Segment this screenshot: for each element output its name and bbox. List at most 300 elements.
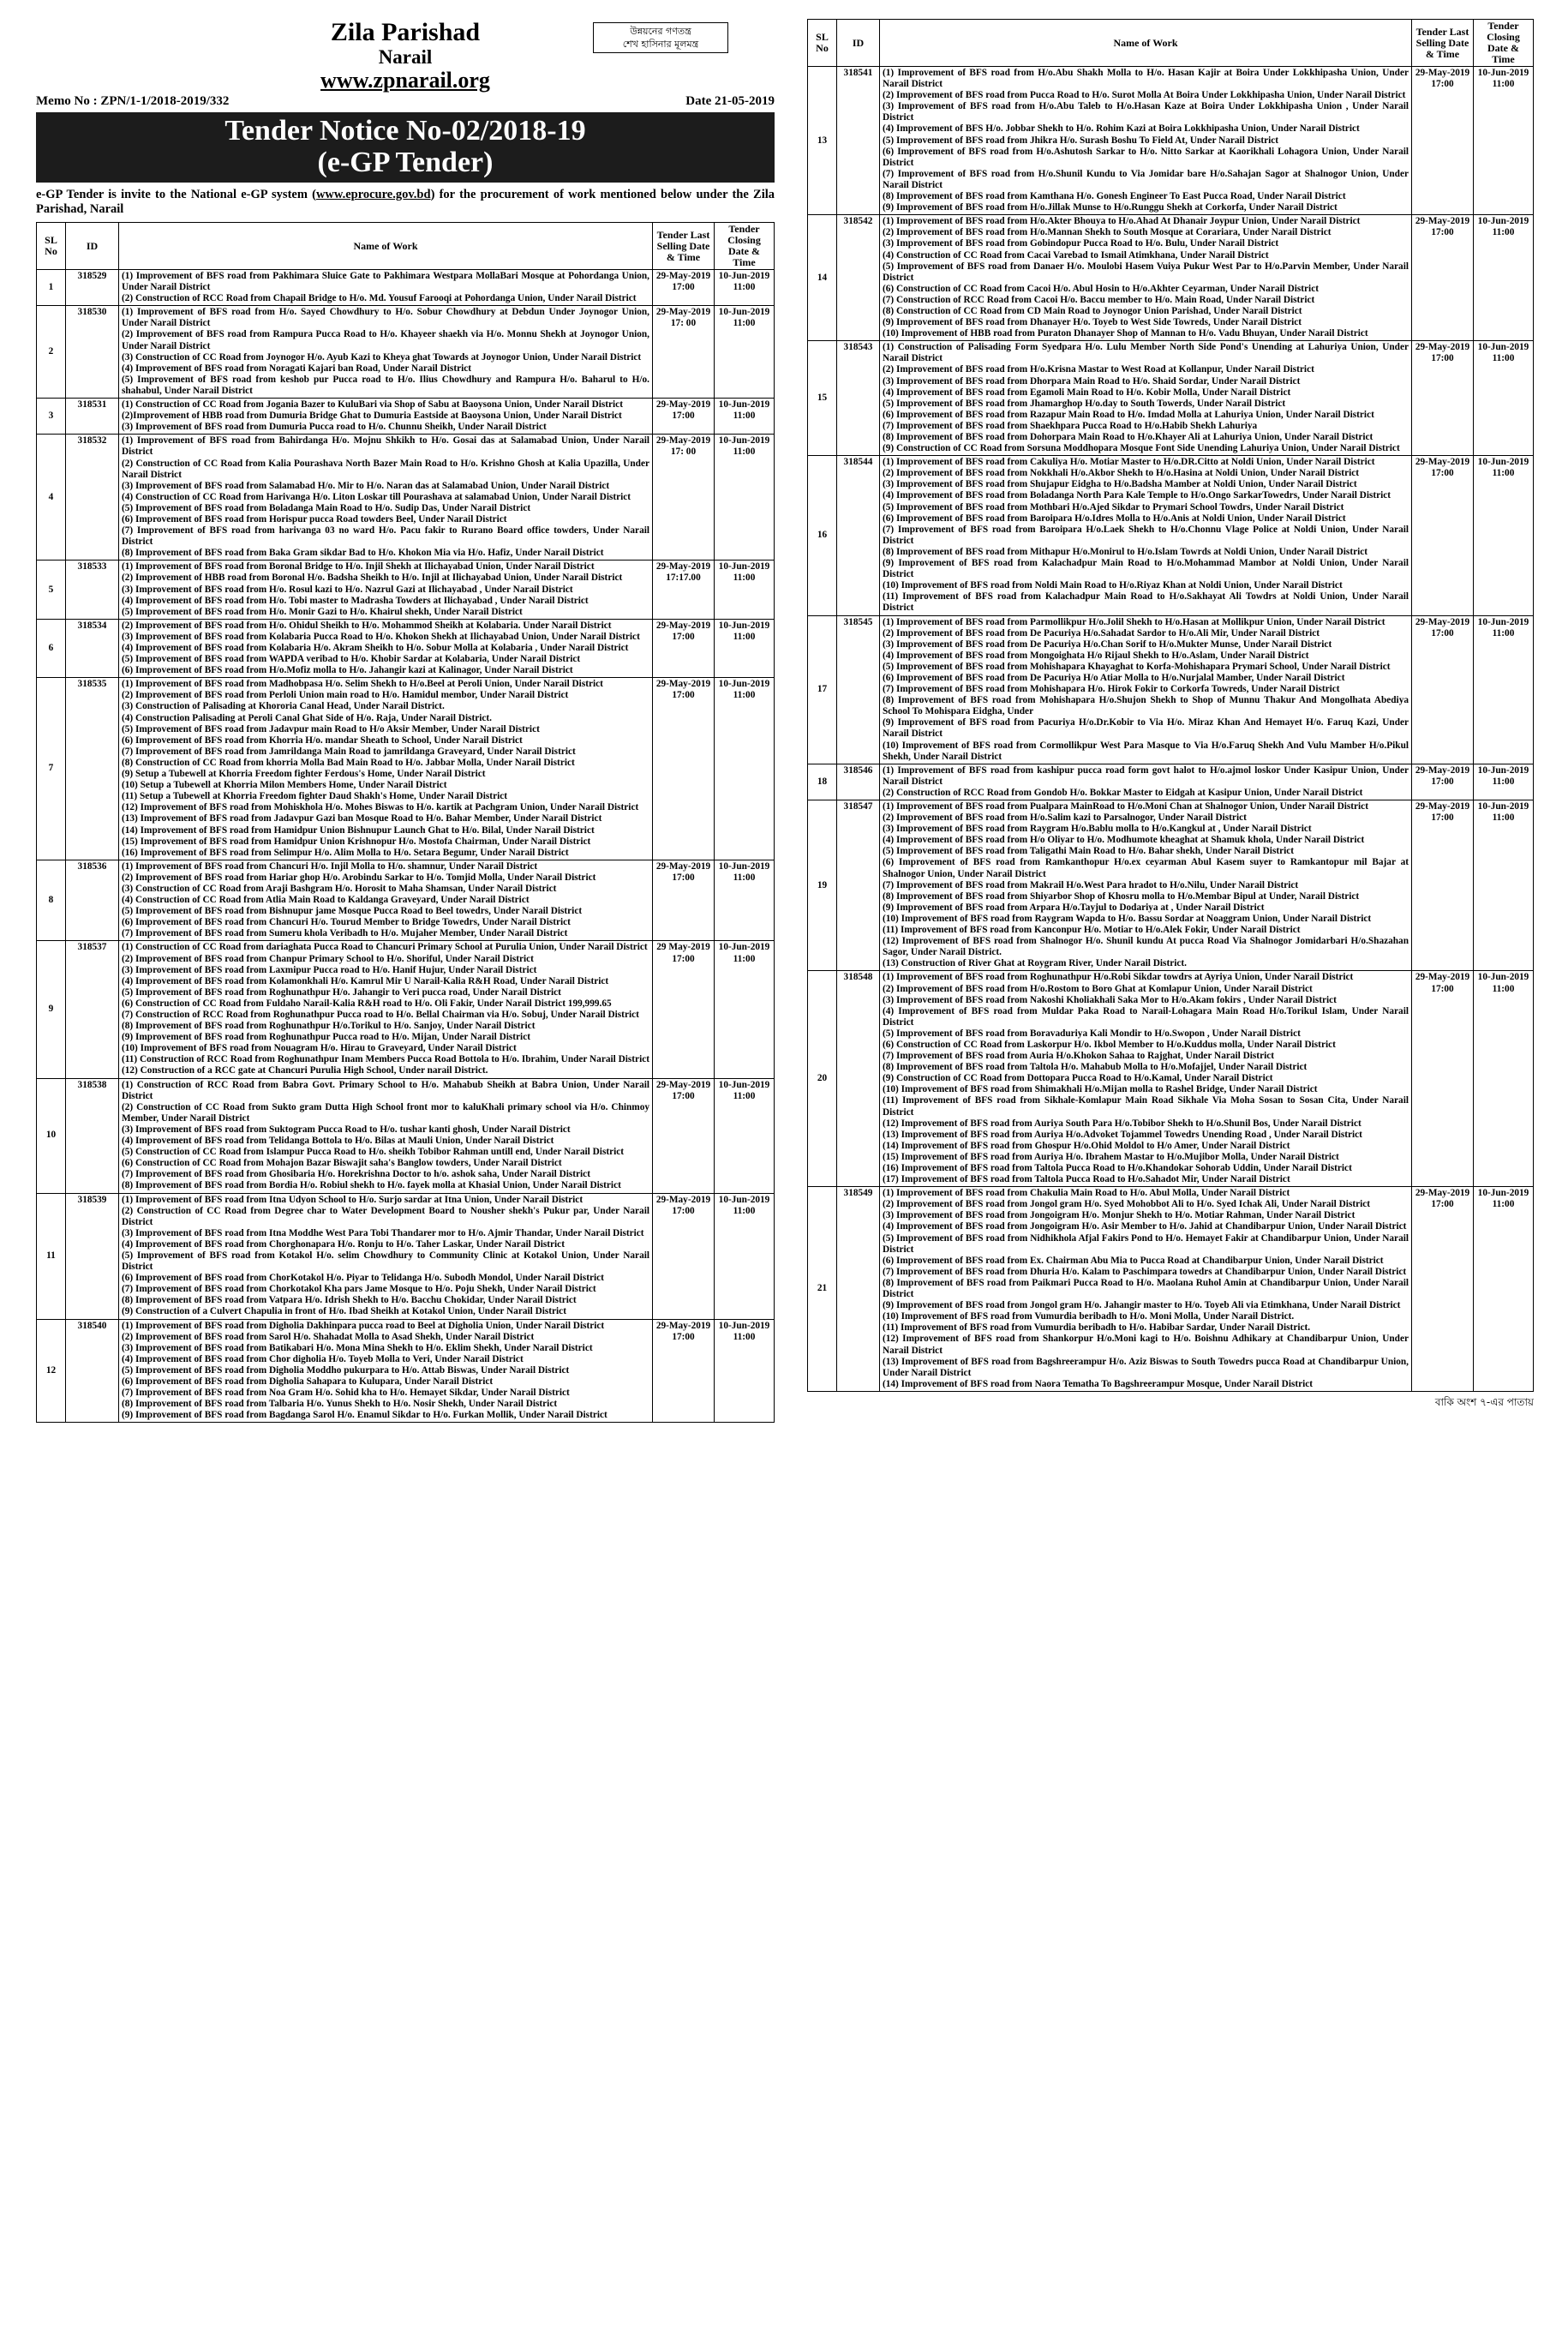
letterhead	[36, 19, 775, 93]
work-item: (3) Improvement of BFS road from Laxmipur Pucca road to H/o. Hanif Hujur, Under Narail District	[122, 964, 537, 975]
work-item: (12) Improvement of BFS road from Shalnogor H/o. Shunil kundu At pucca Road Via Shalnogor Jomidarbari H/o.Shazahan Sagor, Under Narail District.	[883, 936, 1409, 958]
work-item: (6) Improvement of BFS road from Digholia Sahapara to Kulupara, Under Narail District	[122, 1376, 494, 1387]
work-item: (5) Construction of CC Road from Islampur Pucca Road to H/o. sheikh Tobibor Rahman untill end, Under Narail District	[122, 1147, 625, 1158]
work-item: (3) Improvement of BFS road from Jongoigram H/o. Monjur Shekh to H/o. Motiar Rahman, Under Narail District	[883, 1210, 1356, 1221]
work-item: (4) Construction of CC Road from Harivanga H/o. Liton Loskar till Pourashava at salamabad Union, Under Narail District	[122, 491, 631, 502]
work-list	[119, 399, 653, 435]
table-row	[808, 615, 1534, 764]
table-row	[37, 619, 775, 677]
col-closing: Tender Closing Date & Time	[715, 223, 775, 270]
work-item: (7) Improvement of BFS road from Ghosibaria H/o. Horekrishna Doctor to h/o. ashok saha, Under Narail District	[122, 1169, 590, 1180]
work-item: (11) Improvement of BFS road from Kalachadpur Main Road to H/o.Sakhayat Ali Towdrs at Noldi Union, Under Narail District	[883, 591, 1409, 614]
col-id: ID	[837, 20, 880, 67]
table-row	[37, 860, 775, 941]
work-list	[880, 456, 1412, 615]
work-item: (6) Improvement of BFS road from Horispur pucca Road towders Beel, Under Narail District	[122, 513, 507, 525]
work-item: (1) Improvement of BFS road from Pualpara MainRoad to H/o.Moni Chan at Shalnogor Union, Under Narail District	[883, 801, 1368, 812]
tender-id: 318538	[66, 1078, 119, 1193]
work-item: (9) Construction of CC Road from Dottopara Pucca Road to H/o.Kamal, Under Narail District	[883, 1073, 1273, 1084]
work-item: (1) Improvement of BFS road from Bahirdanga H/o. Mojnu Shkikh to H/o. Gosai das at Salamabad Union, Under Narail District	[122, 435, 649, 458]
work-item: (2) Improvement of BFS road from H/o.Salim kazi to Parsalnogor, Under Narail District	[883, 812, 1247, 824]
work-item: (5) Improvement of BFS road from Mothbari H/o.Ajed Sikdar to Prymari School Towdrs, Under Narail District	[883, 501, 1344, 513]
selling-date: 29-May-2019 17:00	[653, 678, 715, 860]
closing-date: 10-Jun-2019 11:00	[1474, 456, 1534, 615]
work-item: (4) Improvement of BFS road from Kolamonkhali H/o. Kamrul Mir U Narail-Kalia R&H Road, Under Narail District	[122, 975, 609, 986]
closing-date: 10-Jun-2019 11:00	[715, 270, 775, 306]
work-item: (3) Improvement of BFS road from Kolabaria Pucca Road to H/o. Khokon Shekh at Ilichayabad Union, Under Narail District	[122, 631, 640, 642]
col-id: ID	[66, 223, 119, 270]
serial-number: 12	[37, 1319, 66, 1423]
work-item: (2) Improvement of BFS road from Jongol gram H/o. Syed Mohobbot Ali to H/o. Syed Ichak Ali, Under Narail District	[883, 1199, 1371, 1210]
work-item: (14) Improvement of BFS road from Ghospur H/o.Ohid Moldol to H/o Amer, Under Narail District	[883, 1140, 1290, 1151]
notice-subtitle: (e-GP Tender)	[317, 147, 494, 178]
work-item: (3) Construction of CC Road from Araji Bashgram H/o. Horosit to Maha Shamsan, Under Narail District	[122, 883, 557, 894]
closing-date: 10-Jun-2019 11:00	[1474, 615, 1534, 764]
tender-id: 318541	[837, 67, 880, 215]
closing-date: 10-Jun-2019 11:00	[1474, 215, 1534, 341]
work-item: (5) Improvement of BFS road from Boladanga Main Road to H/o. Sudip Das, Under Narail District	[122, 502, 531, 513]
work-item: (8) Improvement of BFS road from Mohishapara H/o.Shujon Shekh to Shop of Munnu Thakur And Mongolhata Abediya School To Mohispara Eidgha, Under	[883, 695, 1409, 717]
work-item: (8) Improvement of BFS road from Paikmari Pucca Road to H/o. Maolana Ruhol Amin at Chandibarpur Union, Under Narail District	[883, 1277, 1409, 1300]
serial-number: 4	[37, 435, 66, 561]
work-item: (2) Improvement of BFS road from Hariar ghop H/o. Arobindu Sarkar to H/o. Tomjid Molla, Under Narail District	[122, 872, 596, 883]
serial-number: 19	[808, 800, 837, 971]
work-item: (5) Improvement of BFS road from Jadavpur main Road to H/o Aksir Member, Under Narail District	[122, 723, 540, 734]
selling-date: 29-May-2019 17:00	[653, 1193, 715, 1319]
selling-date: 29-May-2019 17:00	[1412, 341, 1474, 456]
work-item: (9) Improvement of BFS road from Pacuriya H/o.Dr.Kobir to Via H/o. Miraz Khan And Hemayet H/o. Faruq Kazi, Under Narail District	[883, 717, 1409, 740]
work-item: (1) Improvement of BFS road from Chancuri H/o. Injil Molla to H/o. shamnur, Under Narail District	[122, 860, 538, 872]
work-item: (16) Improvement of BFS road from Taltola Pucca Road to H/o.Khandokar Sohorab Uddin, Under Narail District	[883, 1163, 1352, 1173]
closing-date: 10-Jun-2019 11:00	[1474, 764, 1534, 800]
work-item: (1) Improvement of BFS road from Pakhimara Sluice Gate to Pakhimara Westpara MollaBari Mosque at Pohordanga Union, Under Narail District	[122, 271, 649, 293]
work-item: (6) Construction of CC Road from Laskorpur H/o. Ikbol Member to H/o.Kuddus molla, Under Narail District	[883, 1039, 1336, 1050]
table-row	[808, 215, 1534, 341]
table-row	[37, 1078, 775, 1193]
work-item: (1) Improvement of BFS road from Chakulia Main Road to H/o. Abul Molla, Under Narail District	[883, 1188, 1290, 1199]
work-item: (1) Improvement of BFS road from Digholia Dakhinpara pucca road to Beel at Digholia Union, Under Narail District	[122, 1320, 605, 1331]
work-item: (5) Improvement of BFS road from Nidhikhola Afjal Fakirs Pond to H/o. Hemayet Fakir at Chandibarpur Union, Under Narail District	[883, 1232, 1409, 1255]
table-body-right	[808, 67, 1534, 1392]
closing-date: 10-Jun-2019 11:00	[715, 561, 775, 619]
tender-id: 318542	[837, 215, 880, 341]
selling-date: 29-May-2019 17:00	[653, 1078, 715, 1193]
serial-number: 9	[37, 941, 66, 1078]
work-item: (6) Improvement of BFS road from ChorKotakol H/o. Piyar to Telidanga H/o. Subodh Mondol, Under Narail District	[122, 1273, 604, 1284]
work-item: (6) Improvement of BFS road from H/o.Mofiz molla to H/o. Jahangir kazi at Kalinagor, Under Narail District	[122, 665, 573, 676]
work-item: (2) Construction of CC Road from Degree char to Water Development Board to Nousher shekh's Pukur par, Under Narail District	[122, 1205, 649, 1227]
selling-date: 29-May-2019 17:00	[653, 399, 715, 435]
work-list	[119, 941, 653, 1078]
work-item: (7) Improvement of BFS road from Mohishapara H/o. Hirok Fokir to Corkorfa Towreds, Under Narail District	[883, 684, 1340, 695]
work-item: (12) Improvement of BFS road from Mohiskhola H/o. Mohes Biswas to H/o. kartik at Pachgram Union, Under Narail District	[122, 802, 639, 813]
work-item: (16) Improvement of BFS road from Selimpur H/o. Alim Molla to H/o. Setara Begumr, Under Narail District	[122, 847, 569, 858]
closing-date: 10-Jun-2019 11:00	[715, 435, 775, 561]
closing-date: 10-Jun-2019 11:00	[715, 1193, 775, 1319]
work-item: (4) Improvement of BFS road from Jongoigram H/o. Asir Member to H/o. Jahid at Chandibarpur Union, Under Narail District	[883, 1221, 1407, 1232]
work-item: (4) Construction Palisading at Peroli Canal Ghat Side of H/o. Raja, Under Narail District.	[122, 712, 492, 723]
selling-date: 29-May-2019 17:00	[653, 619, 715, 677]
work-item: (2) Improvement of BFS road from H/o.Rostom to Boro Ghat at Komlapur Union, Under Narail District	[883, 983, 1313, 994]
work-item: (10) Improvement of HBB road from Puraton Dhanayer Shop of Mannan to H/o. Vadu Bhuyan, Under Narail District	[883, 328, 1368, 339]
table-header-row	[37, 223, 775, 270]
work-list	[880, 800, 1412, 971]
work-item: (4) Improvement of BFS road from Noragati Kajari ban Road, Under Narail District	[122, 363, 472, 374]
selling-date: 29-May-2019 17:00	[1412, 615, 1474, 764]
work-item: (8) Improvement of BFS road from Mithapur H/o.Monirul to H/o.Islam Towrds at Noldi Union, Under Narail District	[883, 546, 1368, 557]
work-item: (7) Improvement of BFS road from harivanga 03 no ward H/o. Pacu fakir to Rurano Board office towders, Under Narail District	[122, 525, 649, 548]
work-item: (4) Improvement of BFS road from Muldar Paka Road to Narail-Lohagara Main Road H/o.Torikul Islam, Under Narail District	[883, 1005, 1409, 1028]
work-item: (6) Construction of CC Road from Cacoi H/o. Abul Hosin to H/o.Akhter Ceyarman, Under Narail District	[883, 283, 1319, 294]
work-item: (9) Improvement of BFS road from Jongol gram H/o. Jahangir master to H/o. Toyeb Ali via Etimkhana, Under Narail District	[883, 1300, 1401, 1311]
table-row	[808, 1187, 1534, 1392]
closing-date: 10-Jun-2019 11:00	[715, 678, 775, 860]
work-item: (6) Improvement of BFS road from De Pacuriya H/o Atiar Molla to H/o.Nurjalal Mamber, Under Narail District	[883, 672, 1345, 683]
table-row	[808, 764, 1534, 800]
work-item: (4) Improvement of BFS road from Egamoli Main Road to H/o. Kobir Molla, Under Narail District	[883, 387, 1291, 398]
tender-id: 318533	[66, 561, 119, 619]
work-item: (5) Improvement of BFS road from Boravaduriya Kali Mondir to H/o.Swopon , Under Narail District	[883, 1028, 1301, 1039]
table-row	[808, 800, 1534, 971]
work-item: (14) Improvement of BFS road from Hamidpur Union Bishnupur Launch Ghat to H/o. Bilal, Under Narail District	[122, 824, 595, 836]
tender-id: 318535	[66, 678, 119, 860]
selling-date: 29-May-2019 17: 00	[653, 435, 715, 561]
work-item: (6) Improvement of BFS road from Ex. Chairman Abu Mia to Pucca Road at Chandibarpur Union, Under Narail District	[883, 1255, 1384, 1266]
work-item: (7) Improvement of BFS road from Baroipara H/o.Laek Shekh to H/o.Chonnu Vlage Police at Noldi Union, Under Narail District	[883, 524, 1409, 546]
closing-date: 10-Jun-2019 11:00	[715, 399, 775, 435]
work-list	[880, 971, 1412, 1187]
table-row	[37, 306, 775, 399]
col-selling: Tender Last Selling Date & Time	[653, 223, 715, 270]
work-item: (2) Improvement of BFS road from De Pacuriya H/o.Sahadat Sardor to H/o.Ali Mir, Under Narail District	[883, 627, 1320, 638]
col-selling: Tender Last Selling Date & Time	[1412, 20, 1474, 67]
work-item: (6) Improvement of BFS road from Chancuri H/o. Tourud Member to Bridge Towedrs, Under Narail District	[122, 917, 571, 928]
selling-date: 29-May-2019 17:00	[1412, 456, 1474, 615]
intro-post: ) for the procurement of work mentioned below under the Zila Parishad, Narail	[36, 188, 775, 216]
work-item: (11) Improvement of BFS road from Sikhale-Komlapur Main Road Sikhale Via Moha Sosan to Sosan Cita, Under Narail District	[883, 1095, 1409, 1118]
closing-date: 10-Jun-2019 11:00	[1474, 800, 1534, 971]
work-list	[119, 306, 653, 399]
work-item: (7) Improvement of BFS road from Sumeru khola Veribadh to H/o. Mujaher Member, Under Narail District	[122, 928, 568, 939]
work-item: (2) Improvement of BFS road from Perloli Union main road to H/o. Hamidul membor, Under Narail District	[122, 690, 569, 701]
work-item: (10) Improvement of BFS road from Vumurdia beribadh to H/o. Moni Molla, Under Narail District.	[883, 1311, 1295, 1322]
tender-id: 318545	[837, 615, 880, 764]
work-list	[880, 615, 1412, 764]
serial-number: 1	[37, 270, 66, 306]
work-item: (3) Construction of Palisading at Khororia Canal Head, Under Narail District.	[122, 701, 445, 712]
work-item: (1) Construction of CC Road from Jogania Bazer to KuluBari via Shop of Sabu at Baoysona Union, Under Narail District	[122, 399, 623, 411]
work-item: (6) Construction of CC Road from Mohajon Bazar Biswajit saha's Banglow towders, Under Narail District	[122, 1158, 562, 1169]
slogan-line-2: শেখ হাসিনার মূলমন্ত্র	[622, 39, 699, 50]
work-item: (13) Improvement of BFS road from Jadavpur Gazi ban Mosque Road to H/o. Bahar Member, Under Narail District	[122, 813, 602, 824]
work-item: (2) Improvement of BFS road from Chanpur Primary School to H/o. Shoriful, Under Narail District	[122, 953, 534, 964]
work-item: (6) Improvement of BFS road from H/o.Ashutosh Sarkar to H/o. Nitto Sarkar at Kaorikhali Lohagora Union, Under Narail District	[883, 146, 1409, 168]
table-body-left	[37, 270, 775, 1423]
serial-number: 3	[37, 399, 66, 435]
serial-number: 14	[808, 215, 837, 341]
work-item: (8) Improvement of BFS road from Kamthana H/o. Gonesh Engineer To East Pucca Road, Under Narail District	[883, 191, 1346, 202]
notice-banner	[36, 112, 775, 183]
selling-date: 29-May-2019 17:00	[1412, 1187, 1474, 1392]
selling-date: 29-May-2019 17: 00	[653, 306, 715, 399]
tender-id: 318549	[837, 1187, 880, 1392]
work-item: (5) Improvement of BFS road from Bishnupur jame Mosque Pucca Road to Beel towedrs, Under Narail District	[122, 906, 583, 917]
work-item: (3) Improvement of BFS road from Suktogram Pucca Road to H/o. tushar kanti ghosh, Under Narail District	[122, 1124, 571, 1135]
work-item: (4) Improvement of BFS road from H/o. Tobi master to Madrasha Towders at Ilichayabad , Under Narail District	[122, 595, 589, 606]
work-item: (17) Improvement of BFS road from Taltola Pucca Road to H/o.Sahadot Mir, Under Narail District	[883, 1174, 1290, 1185]
closing-date: 10-Jun-2019 11:00	[1474, 341, 1534, 456]
work-item: (7) Improvement of BFS road from H/o.Shunil Kundu to Via Jomidar bare H/o.Sahajan Sagor at Shalnogor Union, Under Narail District	[883, 168, 1409, 190]
slogan-stamp	[593, 22, 728, 53]
work-item: (5) Improvement of BFS road from Kotakol H/o. selim Chowdhury to Community Clinic at Kotakol Union, Under Narail District	[122, 1250, 649, 1273]
work-item: (4) Improvement of BFS road from Kolabaria H/o. Akram Sheikh to H/o. Sobur Molla at Kolabaria , Under Narail District	[122, 643, 629, 653]
memo-date: Date 21-05-2019	[685, 94, 775, 108]
work-list	[880, 67, 1412, 215]
work-list	[119, 435, 653, 561]
tender-id: 318536	[66, 860, 119, 941]
table-row	[808, 67, 1534, 215]
work-item: (3) Improvement of BFS road from Nakoshi Kholiakhali Saka Mor to H/o.Akam fokirs , Under Narail District	[883, 994, 1337, 1005]
work-item: (6) Construction of CC Road from Fuldaho Narail-Kalia R&H road to H/o. Oli Fakir, Under Narail District 199,999.65	[122, 998, 612, 1009]
work-item: (8) Improvement of BFS road from Dohorpara Main Road to H/o.Khayer Ali at Lahuriya Union, Under Narail District	[883, 432, 1373, 442]
work-list	[880, 341, 1412, 456]
work-item: (6) Improvement of BFS road from Khorria H/o. mandar Sheath to School, Under Narail District	[122, 734, 523, 746]
col-name: Name of Work	[119, 223, 653, 270]
work-item: (5) Improvement of BFS road from Digholia Moddho pukurpara to H/o. Attab Biswas, Under Narail District	[122, 1364, 570, 1376]
tender-id: 318530	[66, 306, 119, 399]
work-item: (2) Construction of RCC Road from Gondob H/o. Bokkar Master to Eidgah at Kasipur Union, Under Narail District	[883, 787, 1363, 798]
work-item: (8) Construction of CC Road from khorria Molla Bad Main Road to H/o. Jabbar Molla, Under Narail District	[122, 757, 575, 768]
tender-id: 318531	[66, 399, 119, 435]
serial-number: 15	[808, 341, 837, 456]
work-list	[119, 860, 653, 941]
eprocure-link[interactable]: www.eprocure.gov.bd	[315, 188, 431, 201]
selling-date: 29-May-2019 17:00	[653, 270, 715, 306]
work-list	[119, 270, 653, 306]
table-row	[37, 399, 775, 435]
col-sl: SL No	[37, 223, 66, 270]
tender-id: 318548	[837, 971, 880, 1187]
work-item: (7) Improvement of BFS road from Auria H/o.Khokon Sahaa to Rajghat, Under Narail District	[883, 1051, 1274, 1062]
work-item: (12) Improvement of BFS road from Auriya South Para H/o.Tobibor Shekh to H/o.Shunil Bos, Under Narail District	[883, 1118, 1362, 1129]
work-list	[880, 1187, 1412, 1392]
closing-date: 10-Jun-2019 11:00	[1474, 971, 1534, 1187]
col-sl: SL No	[808, 20, 837, 67]
serial-number: 16	[808, 456, 837, 615]
work-item: (7) Improvement of BFS road from Dhuria H/o. Kalam to Paschimpara towedrs at Chandibarpur Union, Under Narail District	[883, 1266, 1407, 1277]
work-item: (4) Improvement of BFS H/o. Jobbar Shekh to H/o. Rohim Kazi at Boira Lokkhipasha Union, Under Narail District	[883, 123, 1360, 135]
closing-date: 10-Jun-2019 11:00	[715, 860, 775, 941]
table-row	[37, 561, 775, 619]
table-row	[37, 941, 775, 1078]
work-list	[119, 1319, 653, 1423]
work-item: (8) Improvement of BFS road from Talbaria H/o. Yunus Shekh to H/o. Nosir Shekh, Under Narail District	[122, 1399, 558, 1410]
closing-date: 10-Jun-2019 11:00	[715, 1078, 775, 1193]
table-row	[808, 341, 1534, 456]
work-item: (14) Improvement of BFS road from Naora Tematha To Bagshreerampur Mosque, Under Narail District	[883, 1378, 1314, 1389]
work-item: (2) Improvement of BFS road from Sarol H/o. Shahadat Molla to Asad Shekh, Under Narail District	[122, 1331, 535, 1342]
work-item: (15) Improvement of BFS road from Auriya H/o. Ibrahem Mastar to H/o.Mujibor Molla, Under Narail District	[883, 1151, 1339, 1162]
table-row	[37, 1193, 775, 1319]
work-item: (5) Improvement of BFS road from Danaer H/o. Moulobi Hasem Vuiya Pukur West Par to H/o.Parvin Member, Under Narail District	[883, 261, 1409, 283]
serial-number: 7	[37, 678, 66, 860]
district-name: Narail	[378, 46, 433, 68]
tender-id: 318529	[66, 270, 119, 306]
serial-number: 2	[37, 306, 66, 399]
work-item: (2) Improvement of BFS road from Rampura Pucca Road to H/o. Khayeer shaekh via H/o. Monnu Shekh at Joynogor Union, Under Narail District	[122, 329, 649, 351]
intro-pre: e-GP Tender is invite to the National e-GP system (	[36, 188, 316, 201]
work-item: (1) Construction of CC Road from dariaghata Pucca Road to Chancuri Primary School at Purulia Union, Under Narail District	[122, 942, 648, 953]
col-name: Name of Work	[880, 20, 1412, 67]
work-item: (2) Improvement of BFS road from H/o.Mannan Shekh to South Mosque at Corariara, Under Narail District	[883, 227, 1332, 238]
work-item: (10) Improvement of BFS road from Shimakhali H/o.Mijan molla to Rashel Bridge, Under Narail District	[883, 1084, 1318, 1095]
work-item: (4) Improvement of BFS road from Chor digholia H/o. Toyeb Molla to Veri, Under Narail District	[122, 1353, 524, 1364]
organization-name: Zila Parishad	[330, 18, 481, 46]
work-item: (1) Construction of Palisading Form Syedpara H/o. Lulu Member North Side Pond's Unending at Lahuriya Union, Under Narail District	[883, 342, 1409, 364]
col-closing: Tender Closing Date & Time	[1474, 20, 1534, 67]
work-item: (5) Improvement of BFS road from Jhamarghop H/o.day to South Towerds, Under Narail District	[883, 398, 1286, 409]
table-row	[37, 270, 775, 306]
work-item: (10) Improvement of BFS road from Nouagram H/o. Hirau to Graveyard, Under Narail District	[122, 1043, 517, 1054]
work-item: (12) Construction of a RCC gate at Chancuri Purulia High School, Under narail District.	[122, 1065, 488, 1076]
work-list	[880, 215, 1412, 341]
work-item: (1) Improvement of BFS road from Parmollikpur H/o.Jolil Shekh to H/o.Hasan at Mollikpur Union, Under Narail District	[883, 616, 1385, 627]
work-item: (13) Construction of River Ghat at Roygram River, Under Narail District.	[883, 958, 1187, 969]
work-item: (3) Improvement of BFS road from Shujapur Eidgha to H/o.Badsha Mamber at Noldi Union, Under Narail District	[883, 479, 1357, 490]
work-item: (7) Improvement of BFS road from Jamrildanga Main Road to jamrildanga Graveyard, Under Narail District	[122, 746, 576, 757]
work-list	[119, 678, 653, 860]
closing-date: 10-Jun-2019 11:00	[715, 306, 775, 399]
work-item: (1) Improvement of BFS road from Madhobpasa H/o. Selim Shekh to H/o.Beel at Peroli Union, Under Narail District	[122, 679, 603, 690]
work-item: (3) Improvement of BFS road from Dhorpara Main Road to H/o. Shaid Sordar, Under Narail District	[883, 375, 1301, 387]
work-item: (5) Improvement of BFS road from H/o. Monir Gazi to H/o. Khairul shekh, Under Narail District	[122, 606, 523, 617]
tender-table-right	[807, 19, 1534, 1392]
memo-row	[36, 94, 775, 109]
serial-number: 5	[37, 561, 66, 619]
serial-number: 11	[37, 1193, 66, 1319]
work-item: (8) Improvement of BFS road from Bordia H/o. Robiul shekh to H/o. fayek molla at Khasial Union, Under Narail District	[122, 1180, 621, 1191]
work-item: (9) Setup a Tubewell at Khorria Freedom fighter Ferdous's Home, Under Narail District	[122, 769, 486, 780]
serial-number: 6	[37, 619, 66, 677]
closing-date: 10-Jun-2019 11:00	[715, 1319, 775, 1423]
work-item: (5) Improvement of BFS road from keshob pur Pucca road to H/o. Ilius Chowdhury and Rampura H/o. Baharul to H/o. shahabul, Under Narail District	[122, 374, 649, 396]
work-item: (15) Improvement of BFS road from Hamidpur Union Krishnopur H/o. Mostofa Chairman, Under Narail District	[122, 836, 591, 847]
work-item: (7) Improvement of BFS road from Noa Gram H/o. Sohid kha to H/o. Hemayet Sikdar, Under Narail District	[122, 1388, 570, 1399]
serial-number: 10	[37, 1078, 66, 1193]
serial-number: 21	[808, 1187, 837, 1392]
work-item: (8) Improvement of BFS road from Baka Gram sikdar Bad to H/o. Khokon Mia via H/o. Hafiz, Under Narail District	[122, 548, 604, 559]
work-item: (7) Improvement of BFS road from Chorkotakol Kha pars Jame Mosque to H/o. Poju Shekh, Under Narail District	[122, 1284, 596, 1295]
website-link[interactable]: www.zpnarail.org	[320, 68, 490, 93]
work-item: (3) Improvement of BFS road from H/o.Abu Taleb to H/o.Hasan Kaze at Boira Under Lokkhipasha Union , Under Narail District	[883, 101, 1409, 123]
work-item: (4) Improvement of BFS road from Mongoighata H/o Rijaul Shekh to H/o.Aslam, Under Narail District	[883, 650, 1309, 661]
work-item: (11) Improvement of BFS road from Kanconpur H/o. Motiar to H/o.Alek Fokir, Under Narail District	[883, 925, 1301, 936]
work-item: (3) Improvement of BFS road from Gobindopur Pucca Road to H/o. Bulu, Under Narail District	[883, 238, 1279, 249]
table-row	[808, 971, 1534, 1187]
work-item: (6) Improvement of BFS road from Ramkanthopur H/o.ex ceyarman Abul Kasem suyer to Ramkantopur mil Bajar at Shalnogor Union, Under Narail District	[883, 857, 1409, 879]
work-item: (7) Improvement of BFS road from Shaekhpara Pucca Road to H/o.Habib Shekh Lahuriya	[883, 420, 1258, 431]
closing-date: 10-Jun-2019 11:00	[715, 619, 775, 677]
work-list	[119, 1078, 653, 1193]
work-item: (10) Setup a Tubewell at Khorria Milon Members Home, Under Narail District	[122, 780, 447, 791]
work-item: (3) Improvement of BFS road from H/o. Rosul kazi to H/o. Nazrul Gazi at Ilichayabad , Under Narail District	[122, 584, 573, 595]
work-item: (1) Construction of RCC Road from Babra Govt. Primary School to H/o. Mahabub Sheikh at Babra Union, Under Narail District	[122, 1079, 649, 1101]
work-item: (1) Improvement of BFS road from Cakuliya H/o. Motiar Master to H/o.DR.Citto at Noldi Union, Under Narail District	[883, 457, 1375, 468]
work-item: (4) Improvement of BFS road from Boladanga North Para Kale Temple to H/o.Ongo SarkarTowedrs, Under Narail District	[883, 490, 1391, 501]
intro-text	[36, 188, 775, 217]
work-item: (3) Improvement of BFS road from Salamabad H/o. Mir to H/o. Naran das at Salamabad Union, Under Narail District	[122, 480, 610, 491]
work-item: (7) Improvement of BFS road from Makrail H/o.West Para hradot to H/o.Nilu, Under Narail District	[883, 879, 1299, 890]
work-item: (2) Construction of CC Road from Kalia Pourashava North Bazer Main Road to H/o. Krishno Ghosh at Kalia Upazilla, Under Narail District	[122, 458, 649, 480]
right-column	[807, 19, 1534, 1408]
tender-id: 318546	[837, 764, 880, 800]
work-item: (9) Improvement of BFS road from Roghunathpur Pucca road to H/o. Mijan, Under Narail District	[122, 1032, 530, 1043]
selling-date: 29-May-2019 17:00	[1412, 764, 1474, 800]
tender-id: 318544	[837, 456, 880, 615]
work-item: (10) Improvement of BFS road from Cormollikpur West Para Masque to Via H/o.Faruq Shekh And Vulu Mamber H/o.Pikul Shekh, Under Narail District	[883, 740, 1409, 762]
work-item: (5) Improvement of BFS road from Jhikra H/o. Surash Boshu To Field At, Under Narail District	[883, 135, 1279, 146]
table-row	[808, 456, 1534, 615]
table-row	[37, 678, 775, 860]
work-item: (4) Improvement of BFS road from Chorghonapara H/o. Ronju to H/o. Taher Laskar, Under Narail District	[122, 1238, 565, 1250]
work-item: (5) Improvement of BFS road from Mohishapara Khayaghat to Korfa-Mohishapara Prymari School, Under Narail District	[883, 661, 1391, 672]
tender-id: 318532	[66, 435, 119, 561]
work-item: (8) Construction of CC Road from CD Main Road to Joynogor Union Parishad, Under Narail District	[883, 305, 1302, 316]
work-item: (9) Construction of CC Road from Sorsuna Moddhopara Mosque Font Side Unending Lahuriya Union, Under Narail District	[883, 443, 1400, 454]
work-item: (9) Improvement of BFS road from Dhanayer H/o. Toyeb to West Side Towreds, Under Narail District	[883, 317, 1302, 328]
work-item: (10) Improvement of BFS road from Raygram Wapda to H/o. Bassu Sordar at Noaggram Union, Under Narail District	[883, 913, 1372, 924]
work-item: (2) Construction of RCC Road from Chapail Bridge to H/o. Md. Yousuf Farooqi at Pohordanga Union, Under Narail District	[122, 293, 637, 304]
continued-note: বাকি অংশ ৭-এর পাতায়	[1434, 1396, 1534, 1408]
serial-number: 18	[808, 764, 837, 800]
work-item: (1) Improvement of BFS road from H/o.Akter Bhouya to H/o.Ahad At Dhanair Joypur Union, Under Narail District	[883, 216, 1361, 227]
selling-date: 29-May-2019 17:00	[1412, 67, 1474, 215]
work-item: (9) Improvement of BFS road from H/o.Jillak Munse to H/o.Runggu Shekh at Corkorfa, Under Narail District	[883, 202, 1338, 213]
work-list	[119, 1193, 653, 1319]
notice-title: Tender Notice No-02/2018-19	[224, 115, 586, 147]
work-item: (13) Improvement of BFS road from Auriya H/o.Advoket Tojammel Towedrs Unending Road , Under Narail District	[883, 1129, 1362, 1140]
work-item: (1) Improvement of BFS road from Roghunathpur H/o.Robi Sikdar towdrs at Ayriya Union, Under Narail District	[883, 972, 1354, 983]
table-header-row	[808, 20, 1534, 67]
work-item: (4) Construction of CC Road from Cacai Varebad to Ismail Atimkhana, Under Narail District	[883, 249, 1269, 261]
tender-id: 318547	[837, 800, 880, 971]
work-item: (9) Improvement of BFS road from Arpara H/o.Tayjul to Dodariya at , Under Narail District	[883, 902, 1265, 913]
work-item: (2) Construction of CC Road from Sukto gram Dutta High School front mor to kaluKhali primary school via H/o. Chinmoy Member, Under Narail District	[122, 1101, 649, 1124]
work-item: (1) Improvement of BFS road from kashipur pucca road form govt halot to H/o.ajmol loskor Under Kasipur Union, Under Narail District	[883, 764, 1409, 787]
serial-number: 8	[37, 860, 66, 941]
work-item: (2) Improvement of BFS road from H/o. Ohidul Sheikh to H/o. Mohammod Sheikh at Kolabaria. Under Narail District	[122, 620, 612, 631]
slogan-line-1: উন্নয়নের গণতন্ত্র	[630, 26, 691, 37]
work-item: (12) Improvement of BFS road from Shankorpur H/o.Moni kagi to H/o. Boishnu Adhikary at Chandibarpur Union, Under Narail District	[883, 1334, 1409, 1356]
work-item: (3) Improvement of BFS road from Raygram H/o.Bablu molla to H/o.Kangkul at , Under Narail District	[883, 824, 1312, 835]
tender-id: 318534	[66, 619, 119, 677]
work-item: (8) Improvement of BFS road from Roghunathpur H/o.Torikul to H/o. Sanjoy, Under Narail District	[122, 1021, 536, 1032]
table-row	[37, 1319, 775, 1423]
work-item: (13) Improvement of BFS road from Bagshreerampur H/o. Aziz Biswas to South Towedrs pucca Road at Chandibarpur Union, Under Narail District	[883, 1356, 1409, 1378]
work-item: (11) Improvement of BFS road from Vumurdia beribadh to H/o. Habibar Sardar, Under Narail District.	[883, 1322, 1311, 1334]
work-item: (1) Improvement of BFS road from H/o.Abu Shakh Molla to H/o. Hasan Kajir at Boira Under Lokkhipasha Union, Under Narail District	[883, 68, 1409, 90]
memo-number: Memo No : ZPN/1-1/2018-2019/332	[36, 94, 230, 108]
work-item: (2) Improvement of BFS road from Nokkhali H/o.Akbor Shekh to H/o.Hasina at Noldi Union, Under Narail District	[883, 468, 1359, 479]
left-column	[36, 19, 775, 1423]
tender-id: 318539	[66, 1193, 119, 1319]
tender-table-left	[36, 222, 775, 1423]
table-row	[37, 435, 775, 561]
work-item: (5) Improvement of BFS road from Roghunathpur H/o. Jahangir to Veri pucca road, Under Narail District	[122, 986, 561, 998]
work-item: (4) Construction of CC Road from Atlia Main Road to Kaldanga Graveyard, Under Narail District	[122, 895, 530, 906]
work-list	[119, 561, 653, 619]
work-item: (8) Improvement of BFS road from Vatpara H/o. Idrish Shekh to H/o. Bacchu Chokidar, Under Narail District	[122, 1295, 577, 1306]
